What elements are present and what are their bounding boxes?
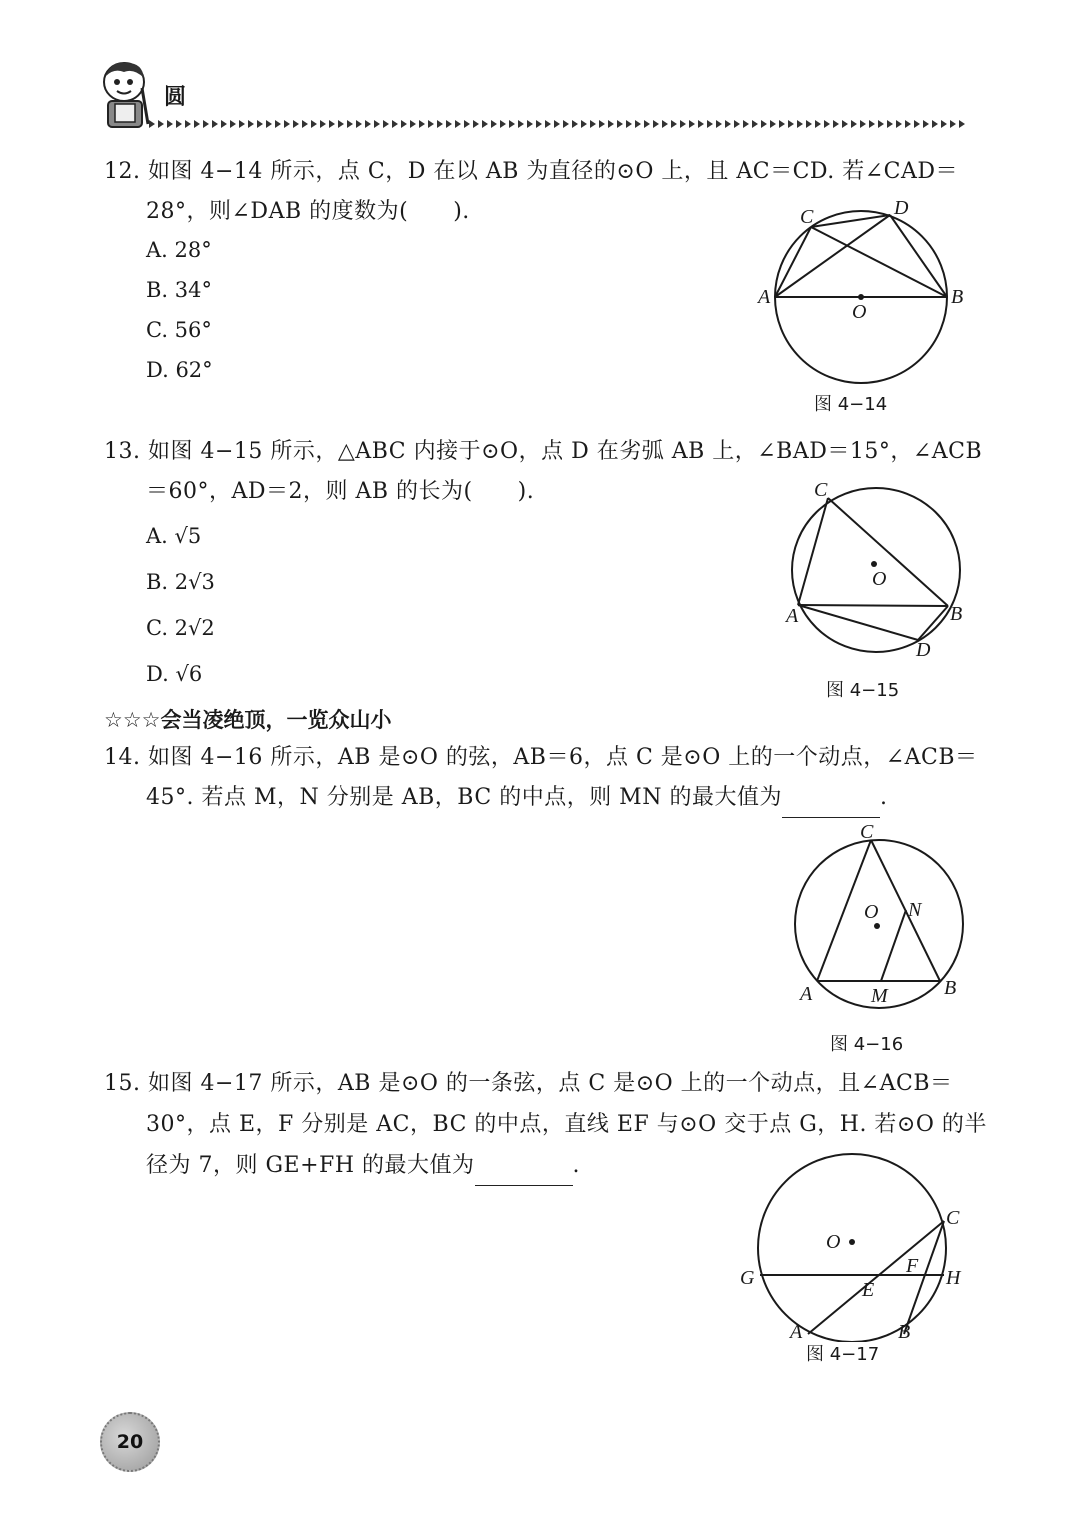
arrow-divider bbox=[148, 117, 968, 131]
label-a: A bbox=[786, 605, 799, 627]
label-d: D bbox=[916, 639, 931, 661]
q15-answer-blank[interactable] bbox=[475, 1157, 573, 1186]
label-b: B bbox=[950, 603, 963, 625]
label-c: C bbox=[800, 206, 814, 228]
label-b: B bbox=[951, 286, 964, 308]
q15-line1: 15. 如图 4−17 所示，AB 是⊙O 的一条弦，点 C 是⊙O 上的一个动点，且∠ACB＝ bbox=[104, 1071, 953, 1096]
page-number: 20 bbox=[116, 1431, 144, 1453]
label-o: O bbox=[826, 1231, 841, 1253]
label-c: C bbox=[946, 1207, 960, 1229]
q12-option-b: B. 34° bbox=[146, 278, 213, 302]
header-divider bbox=[148, 116, 968, 130]
label-e: E bbox=[862, 1279, 875, 1301]
q15-text: 径为 7，则 GE+FH 的最大值为 bbox=[146, 1153, 475, 1178]
page-number-badge bbox=[100, 1412, 160, 1472]
q15-line3 bbox=[146, 1146, 580, 1186]
q12-line2: 28°，则∠DAB 的度数为( ). bbox=[146, 199, 470, 224]
label-c: C bbox=[814, 479, 828, 501]
label-o: O bbox=[872, 568, 887, 590]
label-b: B bbox=[898, 1321, 911, 1342]
q13-option-c: C. 2√2 bbox=[146, 616, 215, 640]
q13-option-d: D. √6 bbox=[146, 662, 203, 686]
q15-tail: . bbox=[572, 1153, 580, 1178]
q13-line1: 13. 如图 4−15 所示，△ABC 内接于⊙O，点 D 在劣弧 AB 上，∠BAD＝15°，∠ACB bbox=[104, 439, 983, 464]
figure-4-17 bbox=[736, 1146, 976, 1342]
header-mascot bbox=[98, 58, 154, 130]
q14-text: 45°. 若点 M，N 分别是 AB，BC 的中点，则 MN 的最大值为 bbox=[146, 785, 782, 810]
q13-option-a: A. √5 bbox=[146, 524, 202, 548]
label-m: M bbox=[871, 985, 888, 1007]
figure-4-14 bbox=[740, 190, 980, 390]
q14-caption: 图 4−16 bbox=[830, 1034, 904, 1055]
label-a: A bbox=[758, 286, 771, 308]
q15-line2: 30°，点 E，F 分别是 AC，BC 的中点，直线 EF 与⊙O 交于点 G，H. 若⊙O 的半 bbox=[146, 1112, 987, 1137]
label-b: B bbox=[944, 977, 957, 999]
mascot-icon bbox=[98, 58, 154, 130]
label-o: O bbox=[852, 301, 867, 323]
label-a: A bbox=[800, 983, 813, 1005]
label-f: F bbox=[906, 1255, 919, 1277]
label-o: O bbox=[864, 901, 879, 923]
label-g: G bbox=[740, 1267, 755, 1289]
label-h: H bbox=[946, 1267, 961, 1289]
label-a: A bbox=[790, 1321, 803, 1342]
q14-line1: 14. 如图 4−16 所示，AB 是⊙O 的弦，AB＝6，点 C 是⊙O 上的一个动点，∠ACB＝ bbox=[104, 745, 978, 770]
q13-option-b: B. 2√3 bbox=[146, 570, 215, 594]
section-heading: ☆☆☆会当凌绝顶，一览众山小 bbox=[104, 708, 392, 732]
q13-caption: 图 4−15 bbox=[826, 680, 900, 701]
q12-option-c: C. 56° bbox=[146, 318, 212, 342]
q12-line1: 12. 如图 4−14 所示，点 C，D 在以 AB 为直径的⊙O 上，且 AC＝CD. 若∠CAD＝ bbox=[104, 159, 959, 184]
label-n: N bbox=[908, 899, 922, 921]
q15-caption: 图 4−17 bbox=[806, 1344, 880, 1365]
q12-caption: 图 4−14 bbox=[814, 394, 888, 415]
header-title: 圆 bbox=[164, 85, 187, 110]
figure-4-15 bbox=[770, 470, 980, 670]
q12-option-d: D. 62° bbox=[146, 358, 213, 382]
q14-tail: . bbox=[879, 785, 888, 810]
q12-option-a: A. 28° bbox=[146, 238, 212, 262]
figure-4-16 bbox=[780, 818, 980, 1018]
q14-answer-blank[interactable] bbox=[782, 789, 880, 818]
q14-line2 bbox=[146, 778, 887, 818]
label-d: D bbox=[894, 197, 909, 219]
label-c: C bbox=[860, 821, 874, 843]
q13-line2: ＝60°，AD＝2，则 AB 的长为( ). bbox=[146, 479, 535, 504]
